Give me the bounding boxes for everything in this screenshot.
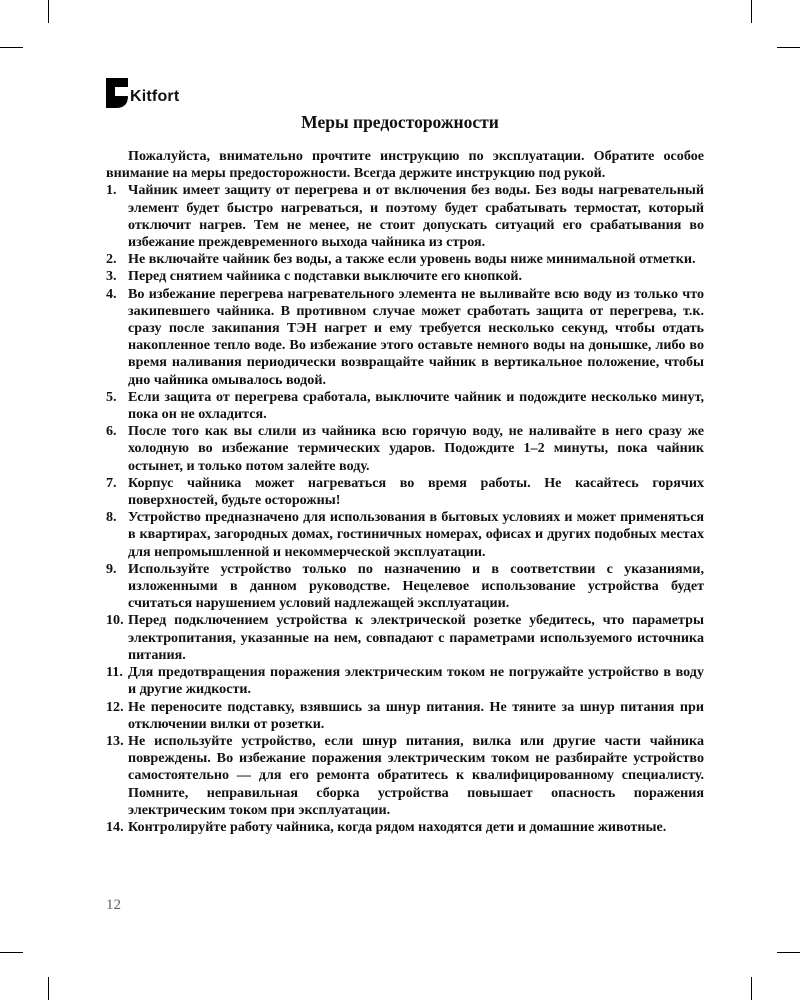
- list-item-number: 1.: [106, 182, 117, 199]
- list-item: [106, 612, 704, 664]
- list-item-text: Если защита от перегрева сработала, выключите чайник и подождите несколько минут, пока он не охладится.: [128, 388, 704, 423]
- list-item-text: Используйте устройство только по назначению и в соответствии с указаниями, изложенными в данном руководстве. Нецелевое использование устройства будет считаться нарушением условий надлежащей эксплуатации.: [128, 560, 704, 612]
- precautions-list: [106, 182, 704, 836]
- list-item-text: Не используйте устройство, если шнур питания, вилка или другие части чайника повреждены. Во избежание поражения электрическим током не разбирайте устройство самостоятельно — для его ремонта обратитесь к квалифицированному специалисту. Помните, неправильная сборка устройства повышает опасность поражения электрическим током при эксплуатации.: [128, 732, 704, 818]
- list-item-text: Чайник имеет защиту от перегрева и от включения без воды. Без воды нагревательный элемент будет быстро нагреваться, и поэтому будет срабатывать термостат, который отключит нагрев. Тем не менее, не стоит допускать ситуаций его срабатывания во избежание преждевременного выхода чайника из строя.: [128, 182, 704, 251]
- list-item-text: Перед подключением устройства к электрической розетке убедитесь, что параметры электропитания, указанные на нем, совпадают с параметрами используемого источника питания.: [128, 612, 704, 663]
- list-item: [106, 819, 704, 836]
- page-title: Меры предосторожности: [301, 112, 499, 132]
- list-item: [106, 268, 704, 285]
- list-item: [106, 286, 704, 389]
- list-item-text: Корпус чайника может нагреваться во время работы. Не касайтесь горячих поверхностей, будьте осторожны!: [128, 474, 704, 509]
- list-item-number: 7.: [106, 474, 117, 491]
- list-item-number: 11.: [106, 664, 123, 681]
- document-body: [106, 148, 704, 836]
- list-item-number: 13.: [106, 732, 124, 749]
- brand-logo: [106, 78, 179, 108]
- list-item: [106, 251, 704, 268]
- brand-name: Kitfort: [130, 88, 180, 105]
- list-item-text: Контролируйте работу чайника, когда рядом находятся дети и домашние животные.: [128, 818, 667, 835]
- intro-paragraph: Пожалуйста, внимательно прочтите инструкцию по эксплуатации. Обратите особое внимание на меры предосторожности. Всегда держите инструкцию под рукой.: [106, 148, 704, 182]
- list-item-number: 3.: [106, 268, 117, 285]
- crop-mark: [0, 952, 23, 953]
- list-item-text: Во избежание перегрева нагревательного элемента не выливайте всю воду из только что закипевшего чайника. В противном случае может сработать защита от перегрева, т.к. сразу после закипания ТЭН нагрет и ему требуется несколько секунд, чтобы отдать накопленное тепло воде. Во избежание этого оставьте немного воды на донышке, либо во время наливания периодически возвращайте чайник в вертикальное положение, чтобы дно чайника омывалось водой.: [128, 285, 704, 388]
- list-item-number: 5.: [106, 388, 117, 405]
- list-item-text: Не включайте чайник без воды, а также если уровень воды ниже минимальной отметки.: [128, 251, 696, 268]
- crop-mark: [751, 977, 752, 1000]
- crop-mark: [48, 0, 49, 23]
- crop-mark: [777, 952, 800, 953]
- list-item: [106, 423, 704, 475]
- list-item-text: Устройство предназначено для использования в бытовых условиях и может применяться в квартирах, загородных домах, гостиничных номерах, офисах и других подобных местах для непромышленной и некоммерческой эксплуатации.: [128, 509, 704, 560]
- list-item: [106, 475, 704, 509]
- crop-mark: [751, 0, 752, 23]
- list-item: [106, 733, 704, 819]
- list-item-text: Для предотвращения поражения электрическим током не погружайте устройство в воду и другие жидкости.: [128, 664, 704, 698]
- list-item: [106, 561, 704, 613]
- kitfort-logo-icon: [106, 78, 128, 108]
- crop-mark: [777, 47, 800, 48]
- list-item-number: 2.: [106, 251, 117, 268]
- list-item-number: 8.: [106, 509, 117, 526]
- list-item: [106, 664, 704, 698]
- list-item: [106, 389, 704, 423]
- list-item: [106, 699, 704, 733]
- list-item-number: 9.: [106, 560, 117, 577]
- list-item-text: Не переносите подставку, взявшись за шнур питания. Не тяните за шнур питания при отключении вилки от розетки.: [128, 698, 704, 732]
- list-item-text: Перед снятием чайника с подставки выключите его кнопкой.: [128, 268, 523, 285]
- crop-mark: [48, 977, 49, 1000]
- list-item-text: После того как вы слили из чайника всю горячую воду, не наливайте в него сразу же холодную во избежание термических ударов. Подождите 1–2 минуты, пока чайник остынет, и только потом залейте воду.: [128, 423, 704, 474]
- list-item-number: 12.: [106, 698, 124, 715]
- list-item-number: 14.: [106, 818, 124, 835]
- list-item: [106, 509, 704, 561]
- list-item-number: 4.: [106, 285, 117, 302]
- list-item: [106, 182, 704, 251]
- page-number: 12: [106, 897, 121, 913]
- list-item-number: 10.: [106, 612, 124, 629]
- list-item-number: 6.: [106, 423, 117, 440]
- crop-mark: [0, 47, 23, 48]
